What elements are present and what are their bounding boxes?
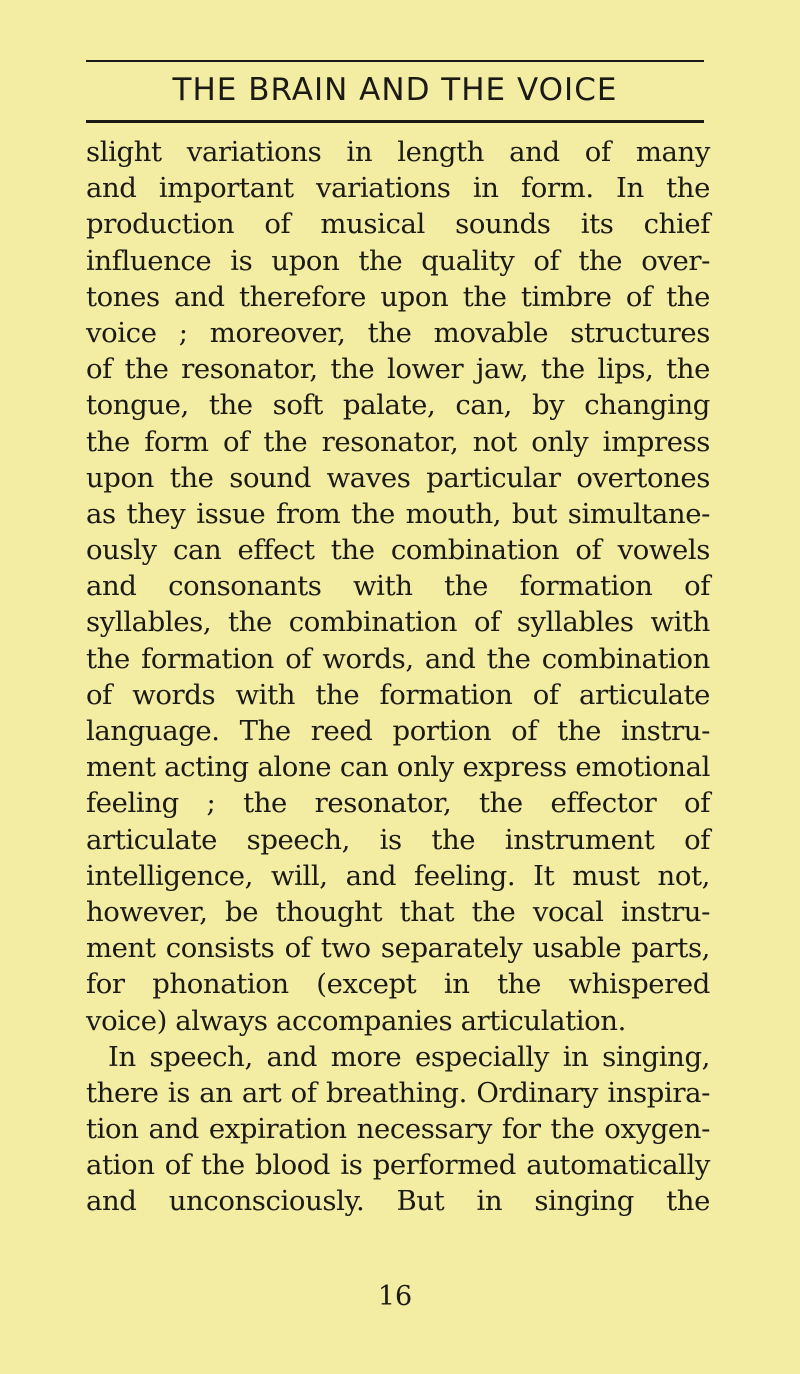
text-line: ment consists of two separately usable parts, [86,932,710,965]
text-line: production of musical sounds its chief [86,208,710,241]
text-line: and consonants with the formation of [86,570,710,603]
text-line: ously can effect the combination of vowels [86,534,710,567]
running-head-rule-top [86,60,704,62]
text-line: slight variations in length and of many [86,136,710,168]
text-line: voice ; moreover, the movable structures [86,316,710,349]
running-head: THE BRAIN AND THE VOICE [172,72,618,108]
text-line: for phonation (except in the whispered [86,968,710,1001]
paragraph-end-line: voice) always accompanies articulation. [86,1004,626,1037]
text-line: of the resonator, the lower jaw, the lips, the [86,353,710,386]
running-head-rule-bottom [86,120,704,123]
text-line: feeling ; the resonator, the effector of [86,787,710,820]
text-line: syllables, the combination of syllables with [86,606,710,639]
text-line: articulate speech, is the instrument of [86,823,710,856]
page-number: 16 [377,1281,413,1312]
text-line: tion and expiration necessary for the oxygen- [86,1113,710,1146]
text-line: ation of the blood is performed automatically [86,1149,710,1182]
text-line: as they issue from the mouth, but simultane- [86,497,710,530]
text-line: intelligence, will, and feeling. It must not, [86,859,710,892]
text-line: tones and therefore upon the timbre of the [86,280,710,313]
text-line: influence is upon the quality of the over- [86,244,710,277]
text-line: and important variations in form. In the [86,172,710,205]
text-line: tongue, the soft palate, can, by changing [86,389,710,422]
text-line: there is an art of breathing. Ordinary inspira- [86,1076,710,1109]
text-line: upon the sound waves particular overtones [86,461,710,494]
paragraph-start-line: In speech, and more especially in singing, [108,1040,710,1073]
body-text [86,134,710,1220]
text-line: language. The reed portion of the instru- [86,715,710,747]
text-line: the formation of words, and the combination [86,642,710,675]
text-line: the form of the resonator, not only impress [86,425,710,458]
text-line: however, be thought that the vocal instru- [86,895,710,928]
text-line: of words with the formation of articulate [86,678,710,711]
text-line: and unconsciously. But in singing the [86,1185,710,1218]
text-line: ment acting alone can only express emotional [86,751,710,784]
